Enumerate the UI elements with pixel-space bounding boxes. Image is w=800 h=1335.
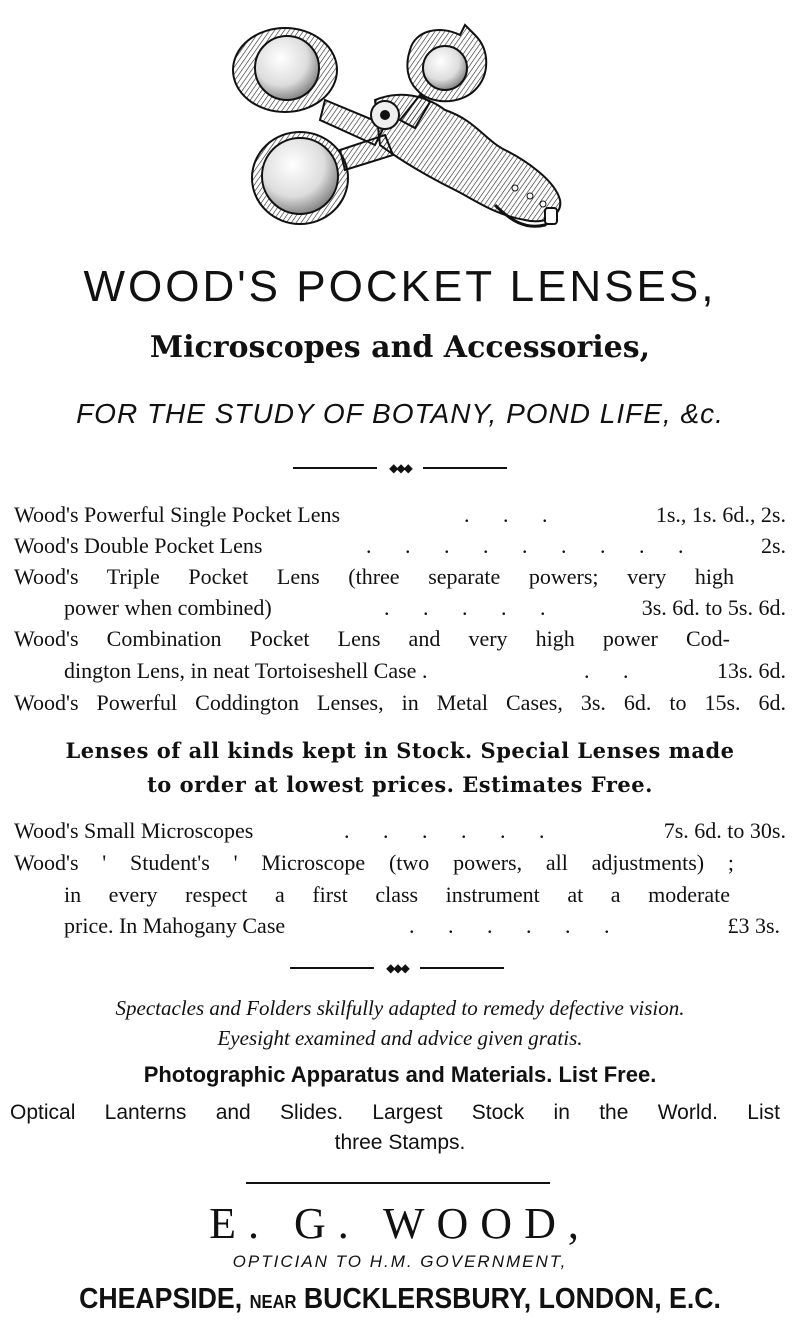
address-part: CHEAPSIDE, [79, 1283, 243, 1315]
stock-notice: to order at lowest prices. Estimates Free. [147, 772, 653, 797]
optical-stamps-line: three Stamps. [334, 1131, 466, 1154]
footer-rule [246, 1182, 550, 1184]
list-item [14, 531, 786, 561]
leader-dots: . . . . . . . . . [366, 533, 698, 558]
list-item [14, 500, 786, 530]
list-item [64, 880, 730, 910]
headline-subtitle: Microscopes and Accessories, [149, 330, 651, 365]
item-description: Wood's Small Microscopes [14, 818, 254, 843]
list-item [64, 911, 780, 941]
item-price: 2s. [760, 533, 786, 558]
item-description: power when combined) [64, 595, 272, 620]
leader-dots: . . [584, 658, 643, 683]
item-description: Wood's Powerful Coddington Lenses, in Metal Cases, 3s. 6d. to 15s. 6d. [14, 690, 786, 715]
optical-lanterns-line: Optical Lanterns and Slides. Largest Stock in the World. List [10, 1101, 780, 1124]
headline-title: WOOD'S POCKET LENSES, [83, 262, 717, 311]
diamond-ornament-icon: ◆◆◆ [389, 461, 411, 475]
list-item [64, 593, 786, 623]
item-description: dington Lens, in neat Tortoiseshell Case . [64, 658, 428, 683]
item-price: £3 3s. [727, 913, 780, 938]
photographic-line: Photographic Apparatus and Materials. List Free. [143, 1062, 657, 1087]
spectacles-line: Spectacles and Folders skilfully adapted to remedy defective vision. [115, 996, 685, 1020]
item-description: Wood's ' Student's ' Microscope (two powers, all adjustments) ; [14, 850, 734, 875]
item-description: Wood's Double Pocket Lens [14, 533, 263, 558]
ornamental-divider [293, 462, 507, 474]
leader-dots: . . . [464, 502, 562, 527]
stock-notice: Lenses of all kinds kept in Stock. Special Lenses made [65, 738, 735, 763]
item-description: Wood's Triple Pocket Lens (three separate powers; very high [14, 564, 734, 589]
list-item [64, 656, 786, 686]
list-item [14, 688, 786, 718]
headline-tagline: FOR THE STUDY OF BOTANY, POND LIFE, &c. [76, 398, 724, 429]
item-description: in every respect a first class instrument at a moderate [64, 882, 730, 907]
list-item [14, 562, 734, 592]
company-name: E. G. WOOD, [209, 1199, 591, 1248]
eyesight-line: Eyesight examined and advice given gratis. [217, 1026, 583, 1050]
ornamental-divider [290, 962, 504, 974]
company-role: OPTICIAN TO H.M. GOVERNMENT, [232, 1252, 568, 1271]
address-part: BUCKLERSBURY, LONDON, E.C. [303, 1283, 721, 1315]
item-price: 7s. 6d. to 30s. [663, 818, 786, 843]
list-item [14, 816, 786, 846]
item-description: Wood's Combination Pocket Lens and very high power Cod- [14, 626, 730, 651]
item-price: 3s. 6d. to 5s. 6d. [641, 595, 786, 620]
list-item [14, 848, 734, 878]
company-address [32, 1283, 768, 1316]
pocket-lens-illustration [225, 10, 585, 250]
leader-dots: . . . . . [384, 595, 560, 620]
list-item [14, 624, 730, 654]
item-price: 1s., 1s. 6d., 2s. [655, 502, 786, 527]
item-description: Wood's Powerful Single Pocket Lens [14, 502, 341, 527]
leader-dots: . . . . . . [409, 913, 624, 938]
address-near: NEAR [249, 1292, 297, 1312]
item-description: price. In Mahogany Case [64, 913, 286, 938]
item-price: 13s. 6d. [716, 658, 786, 683]
diamond-ornament-icon: ◆◆◆ [386, 961, 408, 975]
leader-dots: . . . . . . [344, 818, 559, 843]
